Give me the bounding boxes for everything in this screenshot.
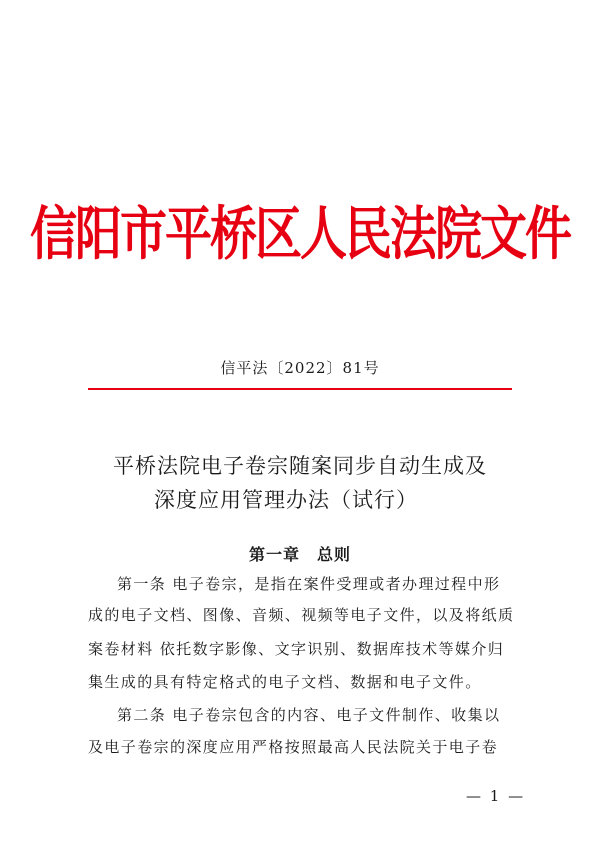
article-1-line-1: 第一条 电子卷宗，是指在案件受理或者办理过程中形 <box>117 575 501 593</box>
document-number: 信平法〔2022〕81号 <box>220 359 380 377</box>
article-1-line-3: 案卷材料 依托数字影像、文字识别、数据库技术等媒介归 <box>88 640 505 658</box>
red-divider-line <box>88 388 512 390</box>
document-title-line-1: 平桥法院电子卷宗随案同步自动生成及 <box>113 454 487 478</box>
article-1-line-2: 成的电子文档、图像、音频、视频等电子文件，以及将纸质 <box>88 606 515 624</box>
document-masthead: 信阳市平桥区人民法院文件 <box>30 201 570 269</box>
article-1-line-4: 集生成的具有特定格式的电子文档、数据和电子文件。 <box>88 673 482 691</box>
article-2-line-1: 第二条 电子卷宗包含的内容、电子文件制作、收集以 <box>117 706 501 724</box>
chapter-heading: 第一章 总则 <box>248 545 351 564</box>
document-title-line-2: 深度应用管理办法（试行） <box>154 488 418 512</box>
article-2-line-2: 及电子卷宗的深度应用严格按照最高人民法院关于电子卷 <box>88 738 499 756</box>
page-number: — 1 — <box>466 787 526 805</box>
